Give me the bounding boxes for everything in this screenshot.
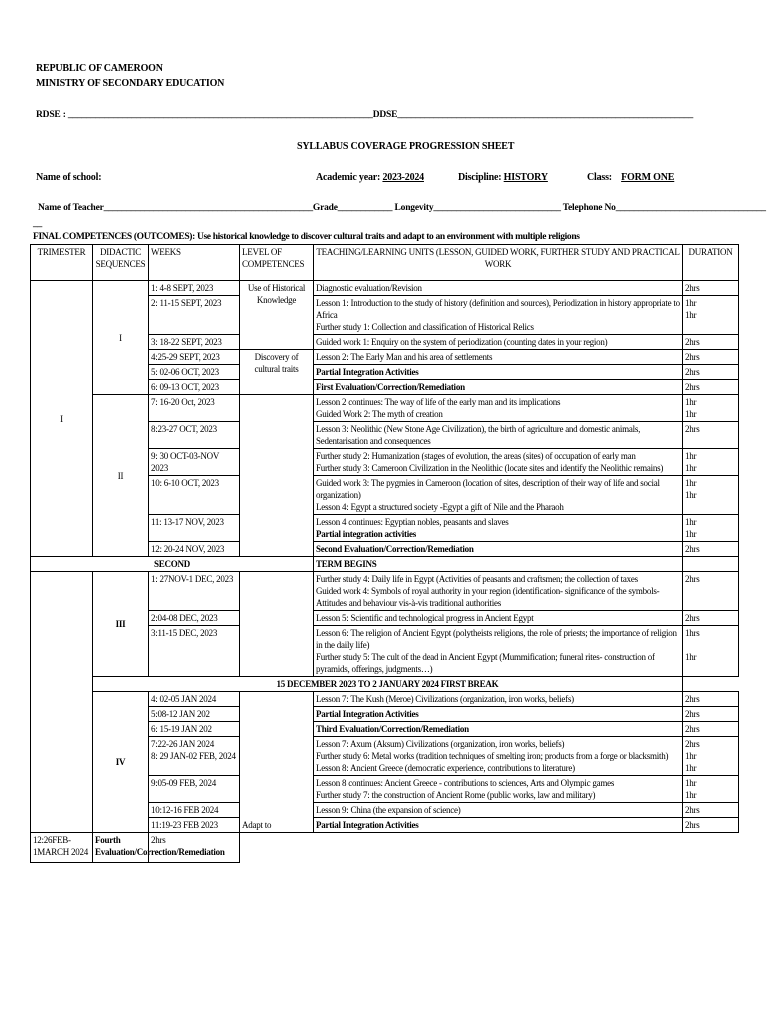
duration-cell	[683, 557, 739, 572]
duration-cell: 2hrs	[683, 281, 739, 296]
week-cell: 7: 16-20 Oct, 2023	[149, 395, 240, 422]
term-begins-label: TERM BEGINS	[314, 557, 683, 572]
academic-year: Academic year: 2023-2024	[316, 172, 424, 183]
unit-cell: Partial Integration Activities	[314, 365, 683, 380]
level-empty	[240, 395, 314, 557]
teacher-line: Name of Teacher______________________________________________Grade____________ Longevity____________________________ Telephone No_________________________________	[38, 203, 766, 213]
week-cell: 6: 09-13 OCT, 2023	[149, 380, 240, 395]
duration-cell: 2hrs	[683, 611, 739, 626]
table-row	[31, 833, 739, 863]
ministry-heading: MINISTRY OF SECONDARY EDUCATION	[36, 78, 225, 89]
week-cell: 4: 02-05 JAN 2024	[149, 692, 240, 707]
unit-cell: Lesson 2: The Early Man and his area of settlements	[314, 350, 683, 365]
duration-cell: 2hrs	[683, 722, 739, 737]
col-didactic: DIDACTIC SEQUENCES	[93, 245, 149, 281]
unit-cell: Guided work 3: The pygmies in Cameroon (location of sites, description of their way of life and social organization) Lesson 4: Egypt a structured society -Egypt a gift of Nile and the Pharaoh	[314, 476, 683, 515]
unit-cell: Guided work 1: Enquiry on the system of periodization (counting dates in your region)	[314, 335, 683, 350]
duration-cell: 1hr 1hr	[683, 515, 739, 542]
week-cell: 9:05-09 FEB, 2024	[149, 776, 240, 803]
discipline: Discipline: HISTORY	[458, 172, 548, 183]
col-level: LEVEL OF COMPETENCES	[240, 245, 314, 281]
unit-cell: Partial Integration Activities	[314, 818, 683, 833]
week-cell: 3:11-15 DEC, 2023	[149, 626, 240, 677]
table-row	[31, 395, 739, 422]
unit-cell: Further study 2: Humanization (stages of evolution, the areas (sites) of occupation of early man Further study 3: Cameroon Civilization in the Neolithic (locate sites and identify the Neolithic remains)	[314, 449, 683, 476]
sequence-3: III	[93, 572, 149, 677]
unit-cell: Lesson 3: Neolithic (New Stone Age Civilization), the birth of agriculture and domestic animals, Sedentarisation and consequences	[314, 422, 683, 449]
unit-cell: Lesson 4 continues: Egyptian nobles, peasants and slaves Partial integration activities	[314, 515, 683, 542]
duration-cell: 1hr 1hr	[683, 476, 739, 515]
unit-cell: Third Evaluation/Correction/Remediation	[314, 722, 683, 737]
level-empty	[240, 572, 314, 677]
duration-cell: 2hrs	[683, 380, 739, 395]
sheet-title: SYLLABUS COVERAGE PROGRESSION SHEET	[297, 141, 515, 152]
progression-table	[30, 244, 739, 863]
duration-cell: 2hrs	[683, 572, 739, 611]
final-competences: FINAL COMPETENCES (OUTCOMES): Use historical knowledge to discover cultural traits and adapt to an environment with multiple religions	[33, 232, 580, 242]
week-cell: 12:26FEB-1MARCH 2024	[31, 833, 93, 863]
unit-cell: Lesson 5: Scientific and technological progress in Ancient Egypt	[314, 611, 683, 626]
school-label: Name of school:	[36, 172, 102, 183]
duration-cell: 2hrs	[683, 365, 739, 380]
week-cell: 1: 4-8 SEPT, 2023	[149, 281, 240, 296]
unit-cell: Lesson 6: The religion of Ancient Egypt (polytheists religions, the role of priests; the importance of religion in the daily life) Further study 5: The cult of the dead in Ancient Egypt (Mummification; funeral rites- construction of pyramids, offerings, judgments…)	[314, 626, 683, 677]
stub-line: __	[33, 219, 43, 229]
sequence-1: I	[93, 281, 149, 395]
col-trimester: TRIMESTER	[31, 245, 93, 281]
unit-cell: First Evaluation/Correction/Remediation	[314, 380, 683, 395]
level-discovery: Discovery of cultural traits	[240, 350, 314, 395]
table-row	[31, 692, 739, 707]
col-duration: DURATION	[683, 245, 739, 281]
first-break: 15 DECEMBER 2023 TO 2 JANUARY 2024 FIRST BREAK	[93, 677, 683, 692]
col-units: TEACHING/LEARNING UNITS (LESSON, GUIDED WORK, FURTHER STUDY AND PRACTICAL WORK	[314, 245, 683, 281]
unit-cell: Lesson 7: The Kush (Meroe) Civilizations (organization, iron works, beliefs)	[314, 692, 683, 707]
duration-cell: 1hr 1hr	[683, 296, 739, 335]
week-cell: 4:25-29 SEPT, 2023	[149, 350, 240, 365]
break-row	[31, 677, 739, 692]
week-cell: 3: 18-22 SEPT, 2023	[149, 335, 240, 350]
class-field: Class: FORM ONE	[587, 172, 675, 183]
duration-cell: 2hrs 1hr 1hr	[683, 737, 739, 776]
duration-cell: 2hrs	[149, 833, 240, 863]
sequence-2: II	[93, 395, 149, 557]
week-cell: 2: 11-15 SEPT, 2023	[149, 296, 240, 335]
table-row	[31, 572, 739, 611]
second-label: SECOND	[31, 557, 314, 572]
duration-cell: 2hrs	[683, 350, 739, 365]
duration-cell: 2hrs	[683, 542, 739, 557]
level-use-knowledge: Use of Historical Knowledge	[240, 281, 314, 350]
duration-cell: 1hr 1hr	[683, 776, 739, 803]
unit-cell: Fourth Evaluation/Correction/Remediation	[93, 833, 149, 863]
unit-cell: Partial Integration Activities	[314, 707, 683, 722]
table-body	[31, 245, 739, 863]
week-cell: 6: 15-19 JAN 202	[149, 722, 240, 737]
week-cell: 7:22-26 JAN 2024 8: 29 JAN-02 FEB, 2024	[149, 737, 240, 776]
sequence-4: IV	[93, 692, 149, 833]
unit-cell: Second Evaluation/Correction/Remediation	[314, 542, 683, 557]
duration-cell: 2hrs	[683, 818, 739, 833]
unit-cell: Lesson 8 continues: Ancient Greece - contributions to sciences, Arts and Olympic games Further study 7: the construction of Ancient Rome (public works, law and military)	[314, 776, 683, 803]
rdse-line: RDSE : ___________________________________________________________________DDSE_________________________________________________________________	[36, 110, 693, 120]
trimester-1: I	[31, 281, 93, 557]
duration-cell: 2hrs	[683, 422, 739, 449]
unit-cell: Lesson 2 continues: The way of life of the early man and its implications Guided Work 2: The myth of creation	[314, 395, 683, 422]
table-row	[31, 281, 739, 296]
week-cell: 5: 02-06 OCT, 2023	[149, 365, 240, 380]
week-cell: 12: 20-24 NOV, 2023	[149, 542, 240, 557]
duration-cell: 1hr 1hr	[683, 449, 739, 476]
week-cell: 5:08-12 JAN 202	[149, 707, 240, 722]
duration-cell: 2hrs	[683, 803, 739, 818]
week-cell: 11: 13-17 NOV, 2023	[149, 515, 240, 542]
unit-cell: Lesson 7: Axum (Aksum) Civilizations (organization, iron works, beliefs) Further study 6: Metal works (tradition techniques of smelting iron; products from a forge or blacksmith) Lesson 8: Ancient Greece (democratic experience, contributions to literature)	[314, 737, 683, 776]
trimester-2	[31, 572, 93, 833]
table-header-row	[31, 245, 739, 281]
republic-heading: REPUBLIC OF CAMEROON	[36, 63, 163, 74]
duration-cell: 2hrs	[683, 707, 739, 722]
week-cell: 11:19-23 FEB 2023	[149, 818, 240, 833]
duration-cell: 2hrs	[683, 335, 739, 350]
unit-cell: Lesson 1: Introduction to the study of history (definition and sources), Periodization in history appropriate to Africa Further study 1: Collection and classification of Historical Relics	[314, 296, 683, 335]
unit-cell: Lesson 9: China (the expansion of science)	[314, 803, 683, 818]
unit-cell: Diagnostic evaluation/Revision	[314, 281, 683, 296]
duration-cell: 1hr 1hr	[683, 395, 739, 422]
duration-cell: 1hrs 1hr	[683, 626, 739, 677]
week-cell: 10: 6-10 OCT, 2023	[149, 476, 240, 515]
week-cell: 2:04-08 DEC, 2023	[149, 611, 240, 626]
week-cell: 8:23-27 OCT, 2023	[149, 422, 240, 449]
col-weeks: WEEKS	[149, 245, 240, 281]
unit-cell: Further study 4: Daily life in Egypt (Activities of peasants and craftsmen; the collection of taxes Guided work 4: Symbols of royal authority in your region (identification- significance of the symbols- Attitudes and behaviour vis-à-vis traditional authorities	[314, 572, 683, 611]
week-cell: 1: 27NOV-1 DEC, 2023	[149, 572, 240, 611]
duration-cell: 2hrs	[683, 692, 739, 707]
level-adapt: Adapt to	[240, 692, 314, 833]
week-cell: 10:12-16 FEB 2024	[149, 803, 240, 818]
term-begins-row	[31, 557, 739, 572]
week-cell: 9: 30 OCT-03-NOV 2023	[149, 449, 240, 476]
